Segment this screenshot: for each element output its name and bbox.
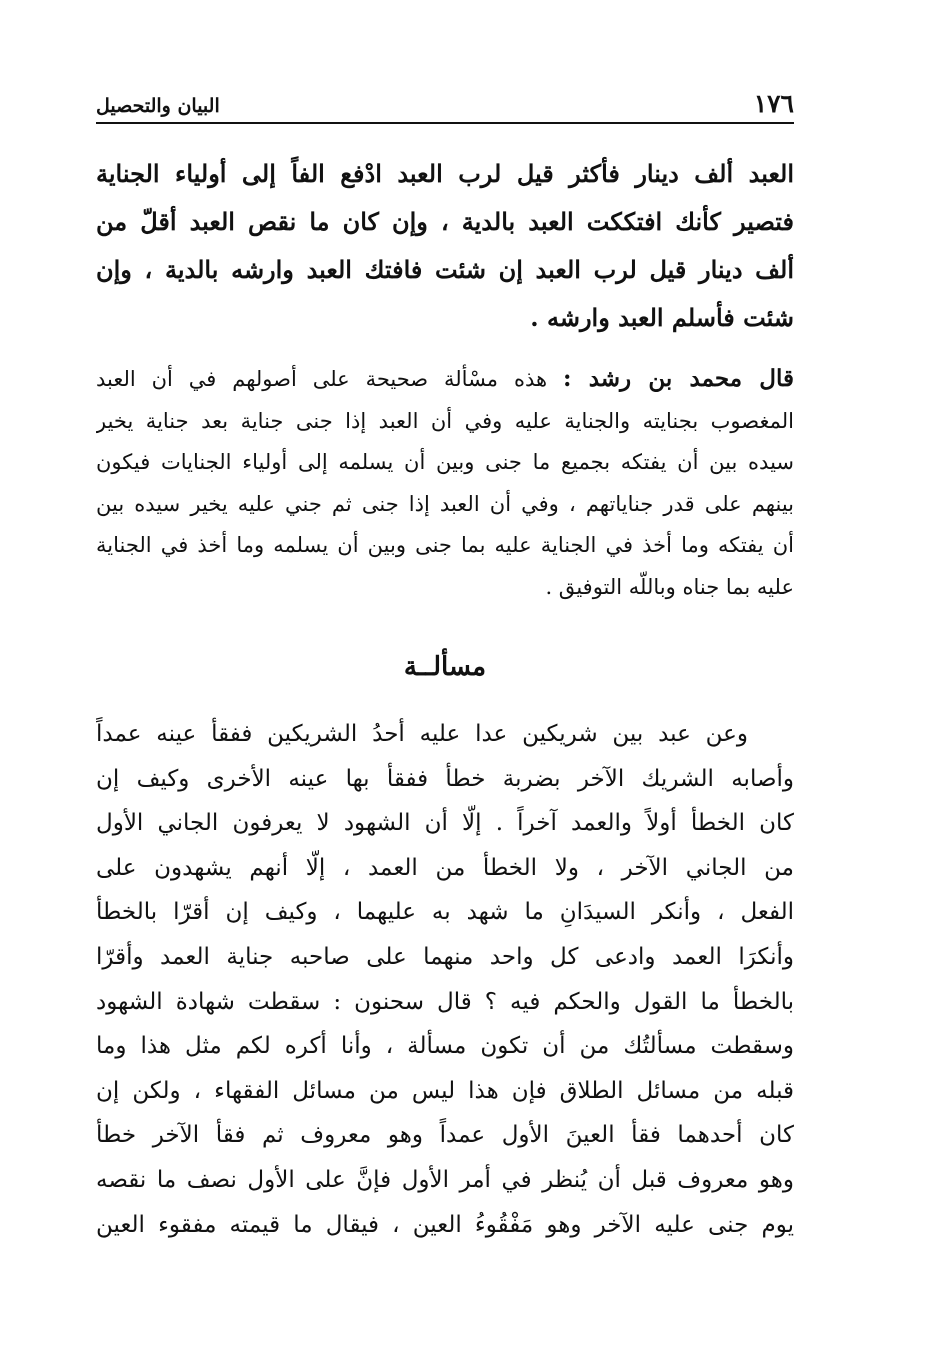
text-line: وأصابه الشريك الآخر بضربة خطأ ففقأ بها عينه الأخرى وكيف إن bbox=[96, 765, 794, 792]
text-line: عليه بما جناه وباللّه التوفيق . bbox=[545, 574, 794, 599]
running-header bbox=[96, 86, 794, 124]
text-line: ألف دينار قيل لرب العبد إن شئت فافتك العبد وارشه بالدية ، وإن bbox=[96, 255, 794, 284]
section-heading: مسألــة bbox=[403, 652, 487, 682]
text-line: كان أحدهما فقأ العينَ الأول عمداً وهو معروف ثم فقأ الآخر خطأ bbox=[96, 1122, 794, 1149]
book-title: البيان والتحصيل bbox=[96, 95, 220, 117]
commentary-author: قال محمد بن رشد : bbox=[562, 365, 794, 392]
question-paragraph bbox=[96, 712, 794, 1247]
text-line bbox=[96, 358, 794, 401]
text-line: العبد ألف دينار فأكثر قيل لرب العبد ادْفع الفاً إلى أولياء الجناية bbox=[96, 159, 794, 188]
text-line: سيده بين أن يفتكه بجميع ما جنى وبين أن يسلمه إلى أولياء الجنايات فيكون bbox=[96, 450, 794, 474]
page-number: ١٧٦ bbox=[753, 89, 794, 118]
text-line: أن يفتكه وما أخذ في الجناية عليه بما جنى وبين أن يسلمه وما أخذ في الجناية bbox=[96, 533, 794, 557]
text-line: كان الخطأ أولاً والعمد آخراً . إلّا أن الشهود لا يعرفون الجاني الأول bbox=[96, 810, 794, 837]
text-line: وهو معروف قبل أن يُنظر في أمر الأول فإنَّ على الأول نصف ما نقصه bbox=[96, 1166, 794, 1193]
text-line: المغصوب بجنايته والجناية عليه وفي أن العبد إذا جنى جناية بعد جناية يخير bbox=[96, 408, 794, 433]
text-line: الفعل ، وأنكر السيدَانِ ما شهد به عليهما ، وكيف إن أقرّا بالخطأ bbox=[96, 899, 794, 926]
text-line: فتصير كأنك افتككت العبد بالدية ، وإن كان ما نقص العبد أقلّ من bbox=[96, 207, 794, 236]
text-line: شئت فأسلم العبد وارشه . bbox=[530, 303, 794, 332]
commentary-paragraph bbox=[96, 358, 794, 608]
text-line: وسقطت مسألتُك من أن تكون مسألة ، وأنا أكره لكم مثل هذا وما bbox=[96, 1033, 794, 1060]
text-line-rest: هذه مسْألة صحيحة على أصولهم في أن العبد bbox=[96, 367, 548, 391]
text-line: وأنكرَا العمد وادعى كل واحد منهما على صاحبه جناية العمد وأقرّا bbox=[96, 943, 794, 970]
text-line: من الجاني الآخر ، ولا الخطأ من العمد ، إلّا أنهم يشهدون على bbox=[96, 854, 794, 881]
text-line: بالخطأ ما القول والحكم فيه ؟ قال سحنون : سقطت شهادة الشهود bbox=[96, 988, 794, 1015]
text-line: بينهم على قدر جناياتهم ، وفي أن العبد إذا جنى ثم جني عليه يخير سيده بين bbox=[96, 491, 794, 516]
paragraph-continued bbox=[96, 150, 794, 342]
text-line: وعن عبد بين شريكين عدا عليه أحدُ الشريكين ففقأ عينه عمداً bbox=[96, 721, 748, 747]
text-line: قبله من مسائل الطلاق فإن هذا ليس من مسائل الفقهاء ، ولكن إن bbox=[96, 1077, 794, 1104]
text-line: يوم جنى عليه الآخر وهو مَفْقُوءُ العين ، فيقال ما قيمته مفقوء العين bbox=[96, 1211, 794, 1238]
